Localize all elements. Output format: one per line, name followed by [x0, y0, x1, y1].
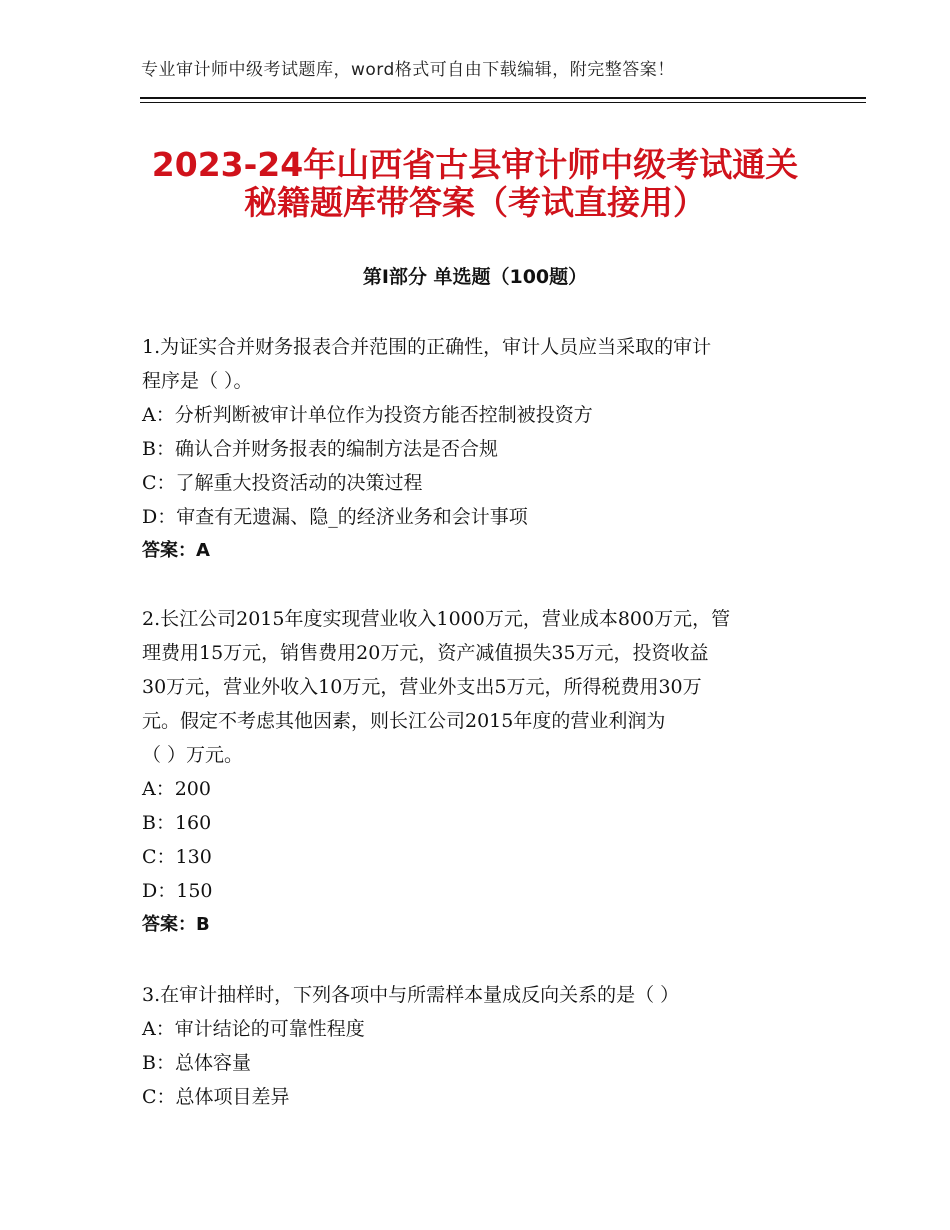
question-stem-line: 30万元，营业外收入10万元，营业外支出5万元，所得税费用30万	[142, 676, 702, 698]
option-a: A：分析判断被审计单位作为投资方能否控制被投资方	[142, 404, 593, 426]
title-line-1: 2023-24年山西省古县审计师中级考试通关	[151, 145, 799, 184]
answer: 答案：B	[142, 914, 210, 935]
option-c: C：130	[142, 846, 212, 868]
question-1	[142, 330, 822, 568]
answer: 答案：A	[142, 540, 210, 561]
document-title	[140, 146, 810, 222]
option-b: B：160	[142, 812, 212, 834]
header-note: 专业审计师中级考试题库，word格式可自由下载编辑，附完整答案！	[141, 60, 675, 80]
header-rule-thick	[140, 97, 866, 99]
title-line-2: 秘籍题库带答案（考试直接用）	[244, 183, 706, 222]
question-stem-line: 理费用15万元，销售费用20万元，资产减值损失35万元，投资收益	[142, 642, 709, 664]
option-b: B：确认合并财务报表的编制方法是否合规	[142, 438, 498, 460]
option-b: B：总体容量	[142, 1052, 251, 1074]
question-stem-line: 3.在审计抽样时，下列各项中与所需样本量成反向关系的是（ ）	[142, 984, 680, 1006]
section-title: 第Ⅰ部分 单选题（100题）	[362, 266, 588, 288]
option-c: C：了解重大投资活动的决策过程	[142, 472, 423, 494]
question-stem-line: 程序是（ ）。	[142, 370, 253, 392]
option-c: C：总体项目差异	[142, 1086, 290, 1108]
option-d: D：150	[142, 880, 213, 902]
question-stem-line: 2.长江公司2015年度实现营业收入1000万元，营业成本800万元，管	[142, 608, 731, 630]
header-rule-thin	[140, 102, 866, 103]
option-a: A：审计结论的可靠性程度	[142, 1018, 365, 1040]
question-stem-line: 1.为证实合并财务报表合并范围的正确性，审计人员应当采取的审计	[142, 336, 712, 358]
question-stem-line: 元。假定不考虑其他因素，则长江公司2015年度的营业利润为	[142, 710, 666, 732]
option-d: D：审查有无遗漏、隐_的经济业务和会计事项	[142, 506, 528, 528]
option-a: A：200	[142, 778, 211, 800]
question-2	[142, 602, 822, 942]
question-stem-line: （ ）万元。	[142, 744, 244, 766]
question-3	[142, 978, 822, 1114]
